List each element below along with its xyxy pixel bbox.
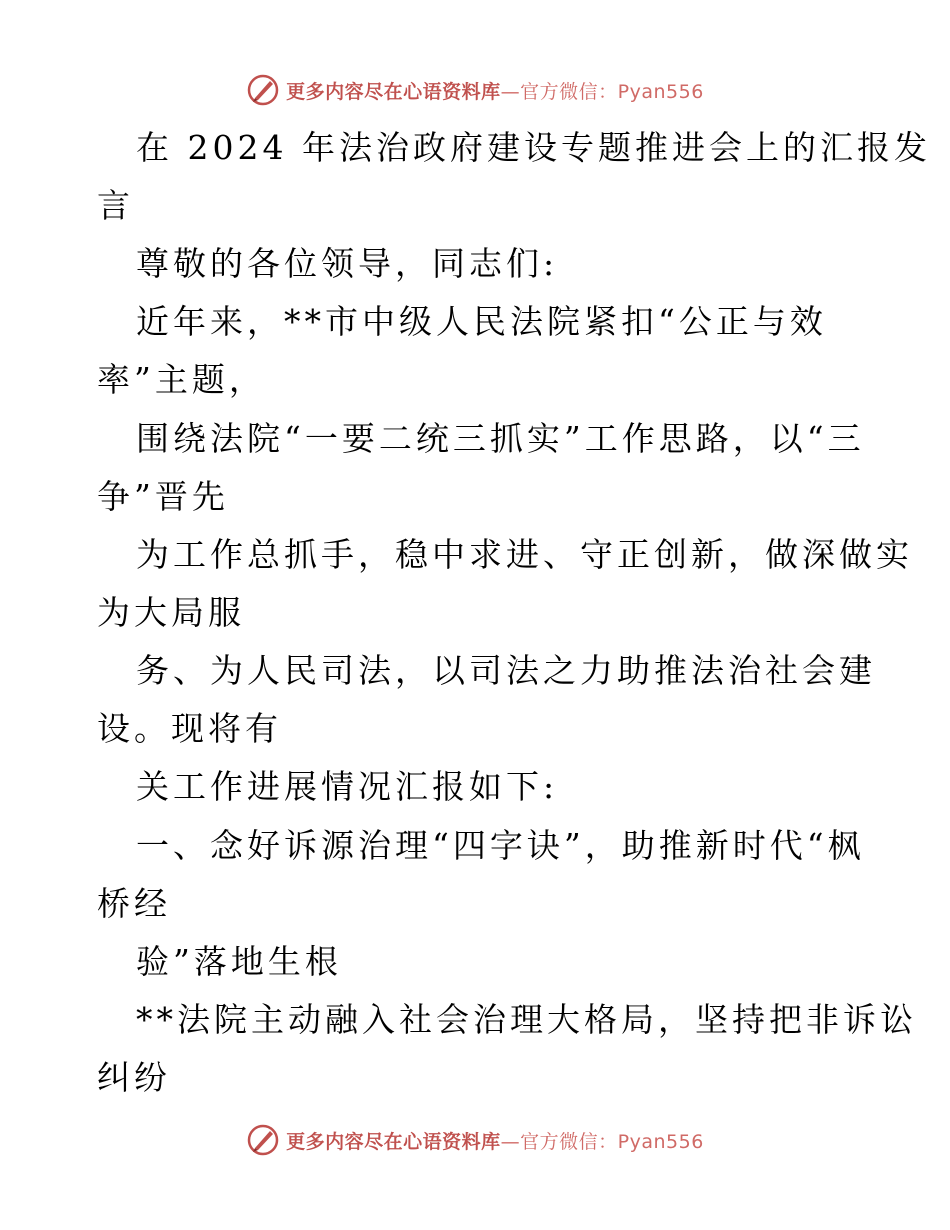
quill-pen-logo-icon [246,1123,280,1157]
section-heading-line: 一、念好诉源治理“四字诀”，助推新时代“枫 [136,826,865,865]
paragraph-line: 争”晋先 [97,477,229,516]
paragraph-line: 为工作总抓手，稳中求进、守正创新，做深做实 [136,535,913,574]
paragraph-line: **法院主动融入社会治理大格局，坚持把非诉讼 [136,1000,917,1039]
paragraph-line: 务、为人民司法，以司法之力助推法治社会建 [136,651,876,690]
paragraph-line: 率”主题， [97,360,266,399]
paragraph-line: 纠纷 [97,1058,171,1097]
paragraph-line: 为大局服 [97,593,245,632]
paragraph-line: 关工作进展情况汇报如下: [136,767,559,806]
salutation: 尊敬的各位领导，同志们: [136,244,559,283]
section-heading-line: 验”落地生根 [136,942,342,981]
paragraph-line: 围绕法院“一要二统三抓实”工作思路，以“三 [136,419,865,458]
section-heading-line: 桥经 [97,884,171,923]
title-line-1: 在 2024 年法治政府建设专题推进会上的汇报发 [136,128,931,167]
watermark-text: 更多内容尽在心语资料库—官方微信：Pyan556 [286,80,704,103]
paragraph-line: 近年来，**市中级人民法院紧扣“公正与效 [136,302,827,341]
watermark-text: 更多内容尽在心语资料库—官方微信：Pyan556 [286,1130,704,1153]
watermark-footer [0,1120,950,1160]
paragraph-line: 设。现将有 [97,709,282,748]
title-line-2: 言 [97,186,134,225]
